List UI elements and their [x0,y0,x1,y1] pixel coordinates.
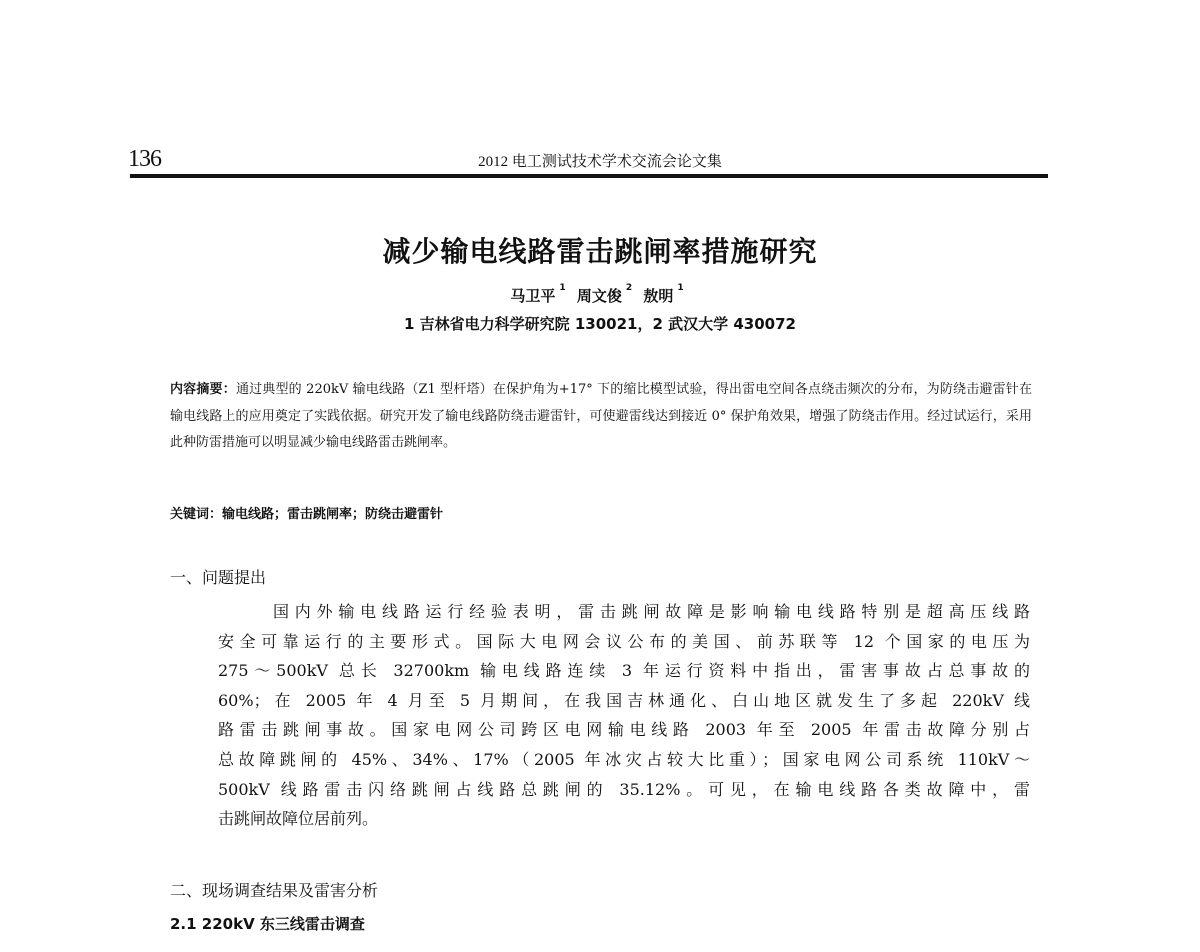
body-line: 275～500kV 总长 32700km 输电线路连续 3 年运行资料中指出，雷害事故占总事故的 [218,661,1030,681]
author-name: 敖明 [643,287,674,305]
author-affil-mark: 1 [677,283,684,293]
keywords [170,503,443,522]
author-name: 马卫平 [510,287,556,305]
page-number: 136 [128,146,161,172]
abstract-label: 内容摘要： [170,382,236,397]
body-line: 安全可靠运行的主要形式。国际大电网会议公布的美国、前苏联等 12 个国家的电压为 [218,631,1030,651]
section-heading-1: 一、问题提出 [170,568,267,587]
author-name: 周文俊 [576,287,622,305]
body-line: 击跳闸故障位居前列。 [218,809,379,829]
section-body-1 [218,597,1030,834]
keywords-label: 关键词： [170,507,223,522]
section-heading-2: 二、现场调查结果及雷害分析 [170,881,379,900]
body-line: 总故障跳闸的 45%、34%、17%（2005 年冰灾占较大比重）；国家电网公司系统 110kV～ [218,749,1030,769]
paper-title: 减少输电线路雷击跳闸率措施研究 [382,235,818,268]
keywords-text: 输电线路；雷击跳闸率；防绕击避雷针 [222,507,444,522]
subsection-heading-2-1: 2.1 220kV 东三线雷击调查 [170,915,365,933]
author-affil-mark: 2 [625,283,633,293]
author-affil-mark: 1 [559,283,566,293]
body-line: 国内外输电线路运行经验表明，雷击跳闸故障是影响输电线路特别是超高压线路 [273,602,1030,621]
abstract-text: 通过典型的 220kV 输电线路（Z1 型杆塔）在保护角为+17° 下的缩比模型试验，得出雷电空间各点绕击频次的分布，为防绕击避雷针在输电线路上的应用奠定了实践依据。研究开发了输电线路防绕击避雷针，可使避雷线达到接近 0° 保护角效果，增强了防绕击作用。经过试运行，采用此种防雷措施可以明显减少输电线路雷击跳闸率。 [170,382,1032,450]
body-line: 路雷击跳闸事故。国家电网公司跨区电网输电线路 2003 年至 2005 年雷击故障分别占 [218,720,1030,740]
affiliations: 1 吉林省电力科学研究院 130021，2 武汉大学 430072 [403,315,796,333]
running-head: 2012 电工测试技术学术交流会论文集 [478,154,722,170]
body-line: 60%；在 2005 年 4 月至 5 月期间，在我国吉林通化、白山地区就发生了多起 220kV 线 [218,690,1030,710]
abstract [170,377,1032,457]
author-list [0,285,1200,306]
header-rule [130,174,1048,178]
body-line: 500kV 线路雷击闪络跳闸占线路总跳闸的 35.12%。可见，在输电线路各类故障中，雷 [218,779,1030,799]
